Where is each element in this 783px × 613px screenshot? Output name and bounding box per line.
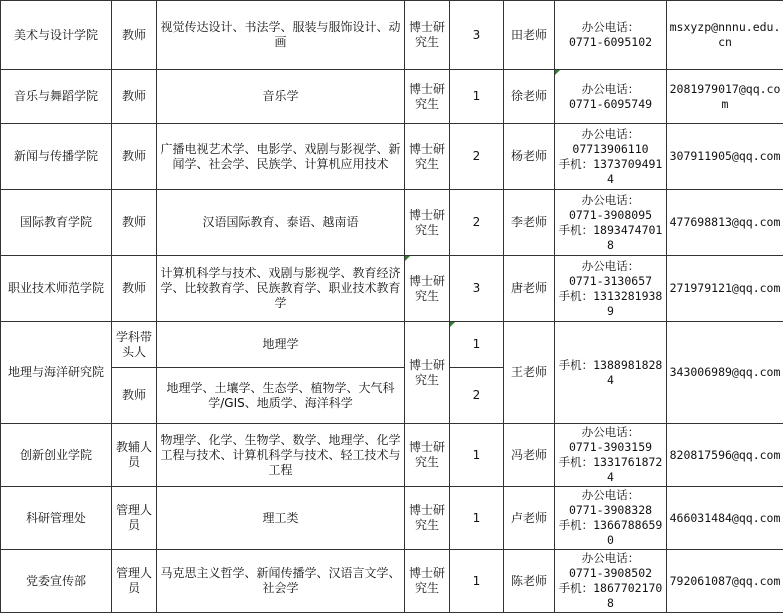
phone-line: 办公电话： [557, 425, 664, 440]
phone-cell [555, 124, 667, 190]
major-cell: 物理学、化学、生物学、数学、地理学、化学工程与技术、计算机科学与技术、轻工技术与工程 [157, 424, 405, 487]
phone-line: 0771-3908328 [557, 503, 664, 518]
phone-line: 办公电话： [557, 127, 664, 142]
phone-cell [555, 322, 667, 424]
role-cell: 教师 [112, 190, 157, 256]
phone-line: 0771-3903159 [557, 440, 664, 455]
degree-cell: 博士研究生 [405, 424, 450, 487]
dept-cell: 音乐与舞蹈学院 [1, 70, 112, 124]
count-cell: 1 [450, 70, 504, 124]
phone-line: 手机：13889818284 [557, 358, 664, 388]
contact-person-cell: 王老师 [504, 322, 555, 424]
email-cell: 466031484@qq.com [667, 487, 783, 550]
phone-line: 办公电话： [557, 82, 664, 97]
email-cell: 820817596@qq.com [667, 424, 783, 487]
role-cell: 教师 [112, 1, 157, 70]
role-cell: 管理人员 [112, 550, 157, 613]
degree-cell: 博士研究生 [405, 322, 450, 424]
phone-cell [555, 487, 667, 550]
email-cell: msxyzp@nnnu.edu.cn [667, 1, 783, 70]
dept-cell: 美术与设计学院 [1, 1, 112, 70]
contact-person-cell: 田老师 [504, 1, 555, 70]
phone-line: 手机：18677021708 [557, 581, 664, 611]
count-cell: 1 [450, 487, 504, 550]
phone-line: 办公电话： [557, 488, 664, 503]
major-cell: 地理学 [157, 322, 405, 368]
phone-line: 07713906110 [557, 142, 664, 157]
email-cell: 343006989@qq.com [667, 322, 783, 424]
contact-person-cell: 杨老师 [504, 124, 555, 190]
dept-cell: 职业技术师范学院 [1, 256, 112, 322]
phone-line: 办公电话： [557, 259, 664, 274]
dept-cell: 地理与海洋研究院 [1, 322, 112, 424]
major-cell: 汉语国际教育、泰语、越南语 [157, 190, 405, 256]
table-row [1, 487, 783, 550]
phone-line: 手机：13317618724 [557, 455, 664, 485]
degree-cell: 博士研究生 [405, 1, 450, 70]
table-row [1, 424, 783, 487]
email-cell: 792061087@qq.com [667, 550, 783, 613]
count-cell: 1 [450, 322, 504, 368]
email-cell: 271979121@qq.com [667, 256, 783, 322]
contact-person-cell: 唐老师 [504, 256, 555, 322]
dept-cell: 国际教育学院 [1, 190, 112, 256]
count-cell: 3 [450, 1, 504, 70]
degree-cell: 博士研究生 [405, 487, 450, 550]
phone-line: 手机：13737094914 [557, 157, 664, 187]
phone-line: 办公电话： [557, 20, 664, 35]
dept-cell: 党委宣传部 [1, 550, 112, 613]
role-cell: 教师 [112, 70, 157, 124]
table-row [1, 256, 783, 322]
phone-line: 0771-3130657 [557, 274, 664, 289]
phone-line: 办公电话： [557, 551, 664, 566]
role-cell: 教师 [112, 368, 157, 424]
table-row [1, 124, 783, 190]
role-cell: 教师 [112, 256, 157, 322]
email-cell: 477698813@qq.com [667, 190, 783, 256]
phone-cell [555, 1, 667, 70]
count-cell: 3 [450, 256, 504, 322]
degree-cell: 博士研究生 [405, 70, 450, 124]
contact-person-cell: 卢老师 [504, 487, 555, 550]
phone-line: 0771-6095749 [557, 97, 664, 112]
role-cell: 教师 [112, 124, 157, 190]
degree-cell: 博士研究生 [405, 256, 450, 322]
phone-line: 手机：13132819389 [557, 289, 664, 319]
phone-cell [555, 190, 667, 256]
count-cell: 2 [450, 190, 504, 256]
major-cell: 音乐学 [157, 70, 405, 124]
phone-cell [555, 424, 667, 487]
dept-cell: 新闻与传播学院 [1, 124, 112, 190]
phone-line: 办公电话： [557, 193, 664, 208]
major-cell: 马克思主义哲学、新闻传播学、汉语言文学、社会学 [157, 550, 405, 613]
count-cell: 1 [450, 424, 504, 487]
phone-cell [555, 256, 667, 322]
phone-line: 手机：18934747018 [557, 223, 664, 253]
degree-cell: 博士研究生 [405, 190, 450, 256]
dept-cell: 创新创业学院 [1, 424, 112, 487]
phone-cell [555, 550, 667, 613]
major-cell: 广播电视艺术学、电影学、戏剧与影视学、新闻学、社会学、民族学、计算机应用技术 [157, 124, 405, 190]
table-row [1, 1, 783, 70]
phone-line: 0771-6095102 [557, 35, 664, 50]
contact-person-cell: 徐老师 [504, 70, 555, 124]
count-cell: 2 [450, 124, 504, 190]
table-row [1, 190, 783, 256]
role-cell: 学科带头人 [112, 322, 157, 368]
major-cell: 计算机科学与技术、戏剧与影视学、教育经济学、比较教育学、民族教育学、职业技术教育学 [157, 256, 405, 322]
contact-person-cell: 冯老师 [504, 424, 555, 487]
degree-cell: 博士研究生 [405, 550, 450, 613]
degree-cell: 博士研究生 [405, 124, 450, 190]
major-cell: 视觉传达设计、书法学、服装与服饰设计、动画 [157, 1, 405, 70]
phone-line: 手机：13667886590 [557, 518, 664, 548]
phone-line: 0771-3908095 [557, 208, 664, 223]
table-row [1, 70, 783, 124]
contact-person-cell: 陈老师 [504, 550, 555, 613]
role-cell: 教辅人员 [112, 424, 157, 487]
contact-person-cell: 李老师 [504, 190, 555, 256]
table-row [1, 322, 783, 368]
count-cell: 1 [450, 550, 504, 613]
email-cell: 2081979017@qq.com [667, 70, 783, 124]
phone-cell [555, 70, 667, 124]
role-cell: 管理人员 [112, 487, 157, 550]
major-cell: 理工类 [157, 487, 405, 550]
table-row [1, 550, 783, 613]
dept-cell: 科研管理处 [1, 487, 112, 550]
major-cell: 地理学、土壤学、生态学、植物学、大气科学/GIS、地质学、海洋科学 [157, 368, 405, 424]
email-cell: 307911905@qq.com [667, 124, 783, 190]
count-cell: 2 [450, 368, 504, 424]
phone-line: 0771-3908502 [557, 566, 664, 581]
